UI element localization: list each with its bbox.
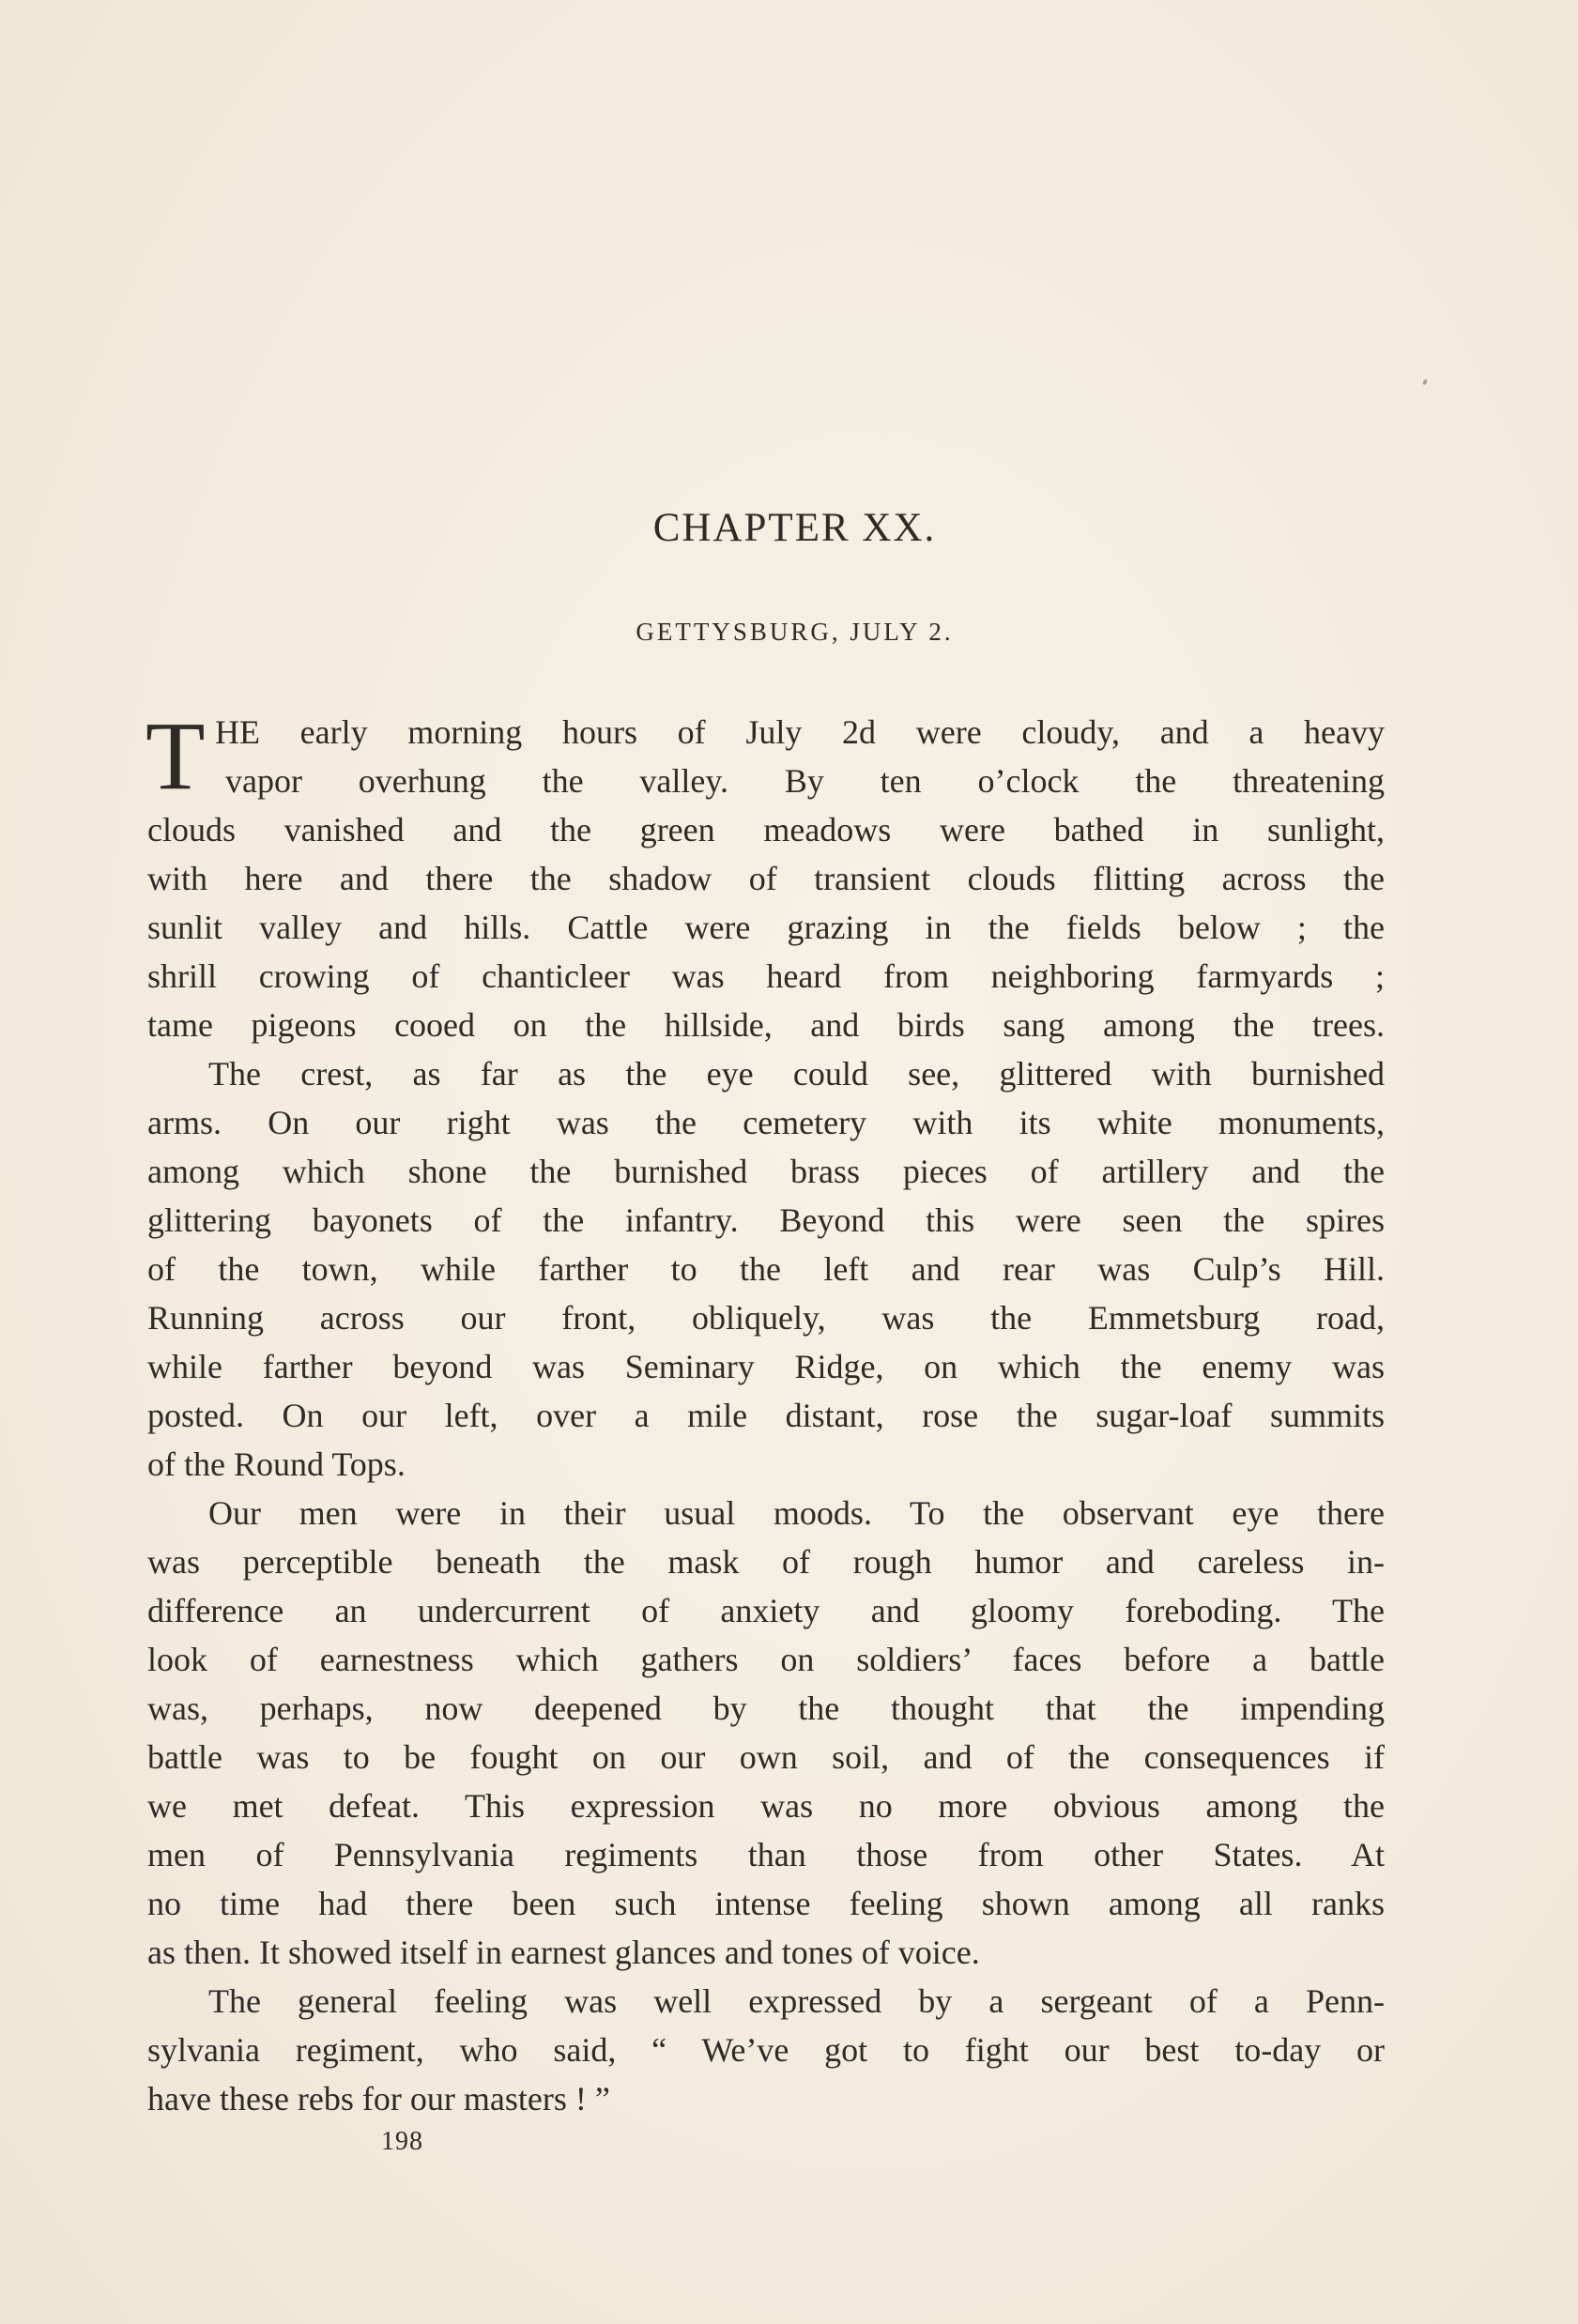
text-line: sylvania regiment, who said, “ We’ve got to fight our best to-day or [147, 2031, 1385, 2069]
text-line: shrill crowing of chanticleer was heard from neighboring farmyards ; [147, 957, 1385, 995]
text-line: posted. On our left, over a mile distant, rose the sugar-loaf summits [147, 1397, 1385, 1434]
text-line: clouds vanished and the green meadows were bathed in sunlight, [147, 811, 1385, 849]
text-line: difference an undercurrent of anxiety and gloomy foreboding. The [147, 1592, 1385, 1629]
paper-speck [1422, 378, 1428, 385]
text-line: HE early morning hours of July 2d were cloudy, and a heavy [215, 713, 1385, 751]
chapter-title: CHAPTER XX. [652, 506, 937, 550]
text-line: have these rebs for our masters ! ” [147, 2080, 610, 2118]
text-line: The crest, as far as the eye could see, glittered with burnished [208, 1055, 1385, 1093]
text-line: we met defeat. This expression was no more obvious among the [147, 1787, 1385, 1825]
paragraph [147, 1977, 1385, 2123]
text-line: of the Round Tops. [147, 1445, 406, 1483]
opening-paragraph [146, 702, 1385, 1049]
chapter-subtitle: GETTYSBURG, JULY 2. [636, 618, 954, 646]
text-line: look of earnestness which gathers on soldiers’ faces before a battle [147, 1641, 1385, 1678]
text-line: with here and there the shadow of transient clouds flitting across the [147, 860, 1385, 897]
text-line: of the town, while farther to the left and rear was Culp’s Hill. [147, 1250, 1385, 1288]
text-line: among which shone the burnished brass pieces of artillery and the [147, 1153, 1385, 1190]
text-line: Running across our front, obliquely, was the Emmetsburg road, [147, 1299, 1385, 1337]
text-line: sunlit valley and hills. Cattle were grazing in the fields below ; the [147, 909, 1385, 946]
text-line: battle was to be fought on our own soil, and of the consequences if [147, 1738, 1385, 1776]
paragraph [147, 1489, 1385, 1977]
text-line: The general feeling was well expressed by a sergeant of a Penn- [208, 1982, 1385, 2020]
body-text [146, 702, 1385, 2123]
text-line: arms. On our right was the cemetery with its white monuments, [147, 1104, 1385, 1141]
text-line: no time had there been such intense feeling shown among all ranks [147, 1885, 1385, 1922]
text-line: Our men were in their usual moods. To the observant eye there [208, 1494, 1385, 1532]
text-line: tame pigeons cooed on the hillside, and birds sang among the trees. [147, 1006, 1385, 1044]
text-line: was perceptible beneath the mask of rough humor and careless in- [147, 1543, 1385, 1581]
page-number: 198 [381, 2127, 423, 2156]
text-line: while farther beyond was Seminary Ridge, on which the enemy was [147, 1348, 1385, 1385]
text-line: men of Pennsylvania regiments than those from other States. At [147, 1836, 1385, 1873]
text-line: was, perhaps, now deepened by the thought that the impending [147, 1689, 1385, 1727]
text-line: glittering bayonets of the infantry. Beyond this were seen the spires [147, 1201, 1385, 1239]
drop-cap: T [146, 702, 206, 810]
text-line: as then. It showed itself in earnest glances and tones of voice. [147, 1934, 980, 1971]
paragraph [147, 1049, 1385, 1489]
text-line: vapor overhung the valley. By ten o’clock the threatening [225, 762, 1385, 800]
